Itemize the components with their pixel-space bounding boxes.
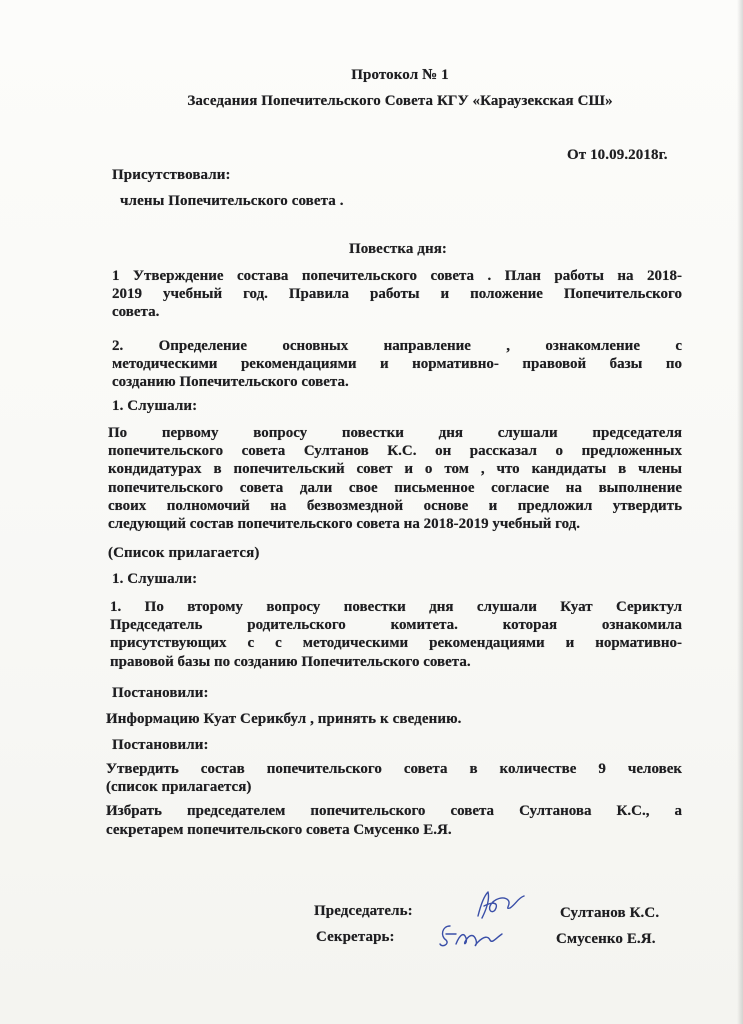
present-label: Присутствовали: (112, 167, 231, 183)
section-1-line: кондидатурах в попечительский совет и о том , что кандидаты в члены (108, 461, 682, 478)
section-1-line: следующий состав попечительского совета на 2018-2019 учебный год. (108, 516, 581, 533)
present-members: члены Попечительского совета . (120, 193, 344, 209)
section-1-line: По первому вопросу повестки дня слушали председателя (108, 425, 682, 441)
section-2-body (110, 598, 682, 671)
section-2-line: присутствующих с с методическими рекомендациями и нормативно- (110, 635, 682, 652)
section-1-heading: 1. Слушали: (112, 398, 198, 414)
secretary-name: Смусенко Е.Я. (556, 931, 656, 947)
agenda-item-1 (112, 267, 682, 322)
chair-label: Председатель: (314, 903, 413, 919)
decision-1-heading: Постановили: (112, 685, 209, 701)
section-2-line: Председатель родительского комитета. которая ознакомила (110, 617, 682, 634)
agenda-item-2-line: 2. Определение основных направление , ознакомление с (112, 338, 682, 354)
document-date: От 10.09.2018г. (567, 147, 668, 163)
agenda-item-2-line: методическими рекомендациями и нормативно- правовой базы по (112, 356, 682, 373)
scan-edge-shadow (737, 0, 743, 1024)
agenda-item-2-line: созданию Попечительского совета. (112, 374, 349, 391)
decision-2-heading: Постановили: (112, 737, 209, 753)
section-2-heading: 1. Слушали: (112, 571, 198, 587)
decision-2-line: секретарем попечительского совета Смусенко Е.Я. (106, 821, 452, 838)
document-subtitle: Заседания Попечительского Совета КГУ «Караузекская СШ» (187, 93, 613, 109)
secretary-signature (436, 918, 508, 954)
agenda-heading: Повестка дня: (348, 241, 448, 257)
chair-name: Султанов К.С. (560, 905, 660, 921)
decision-2-body (106, 760, 682, 839)
decision-2-line: (список прилагается) (106, 779, 252, 796)
section-1-line: попечительского совета дали свое письменное согласие на выполнение (108, 479, 682, 496)
section-1-note: (Список прилагается) (108, 545, 260, 561)
decision-2-line: Утвердить состав попечительского совета в количестве 9 человек (106, 761, 682, 777)
decision-2-line: Избрать председателем попечительского совета Султанова К.С., а (106, 803, 682, 820)
agenda-item-1-line: 2019 учебный год. Правила работы и положение Попечительского (112, 286, 682, 303)
section-1-body (108, 424, 682, 533)
section-2-line: 1. По второму вопросу повестки дня слушали Куат Сериктул (110, 599, 682, 615)
agenda-item-1-line: совета. (112, 304, 160, 321)
secretary-label: Секретарь: (316, 929, 395, 945)
document-title: Протокол № 1 (351, 67, 449, 83)
decision-1-text: Информацию Куат Серикбул , принять к сведению. (106, 711, 462, 727)
agenda-item-2 (112, 337, 682, 392)
section-1-line: попечительского совета Султанов К.С. он рассказал о предложенных (108, 443, 682, 460)
section-2-line: правовой базы по созданию Попечительского совета. (110, 653, 471, 670)
section-1-line: своих полномочий на безвозмездной основе и предложил утвердить (108, 497, 682, 514)
agenda-item-1-line: 1 Утверждение состава попечительского совета . План работы на 2018- (112, 268, 682, 284)
